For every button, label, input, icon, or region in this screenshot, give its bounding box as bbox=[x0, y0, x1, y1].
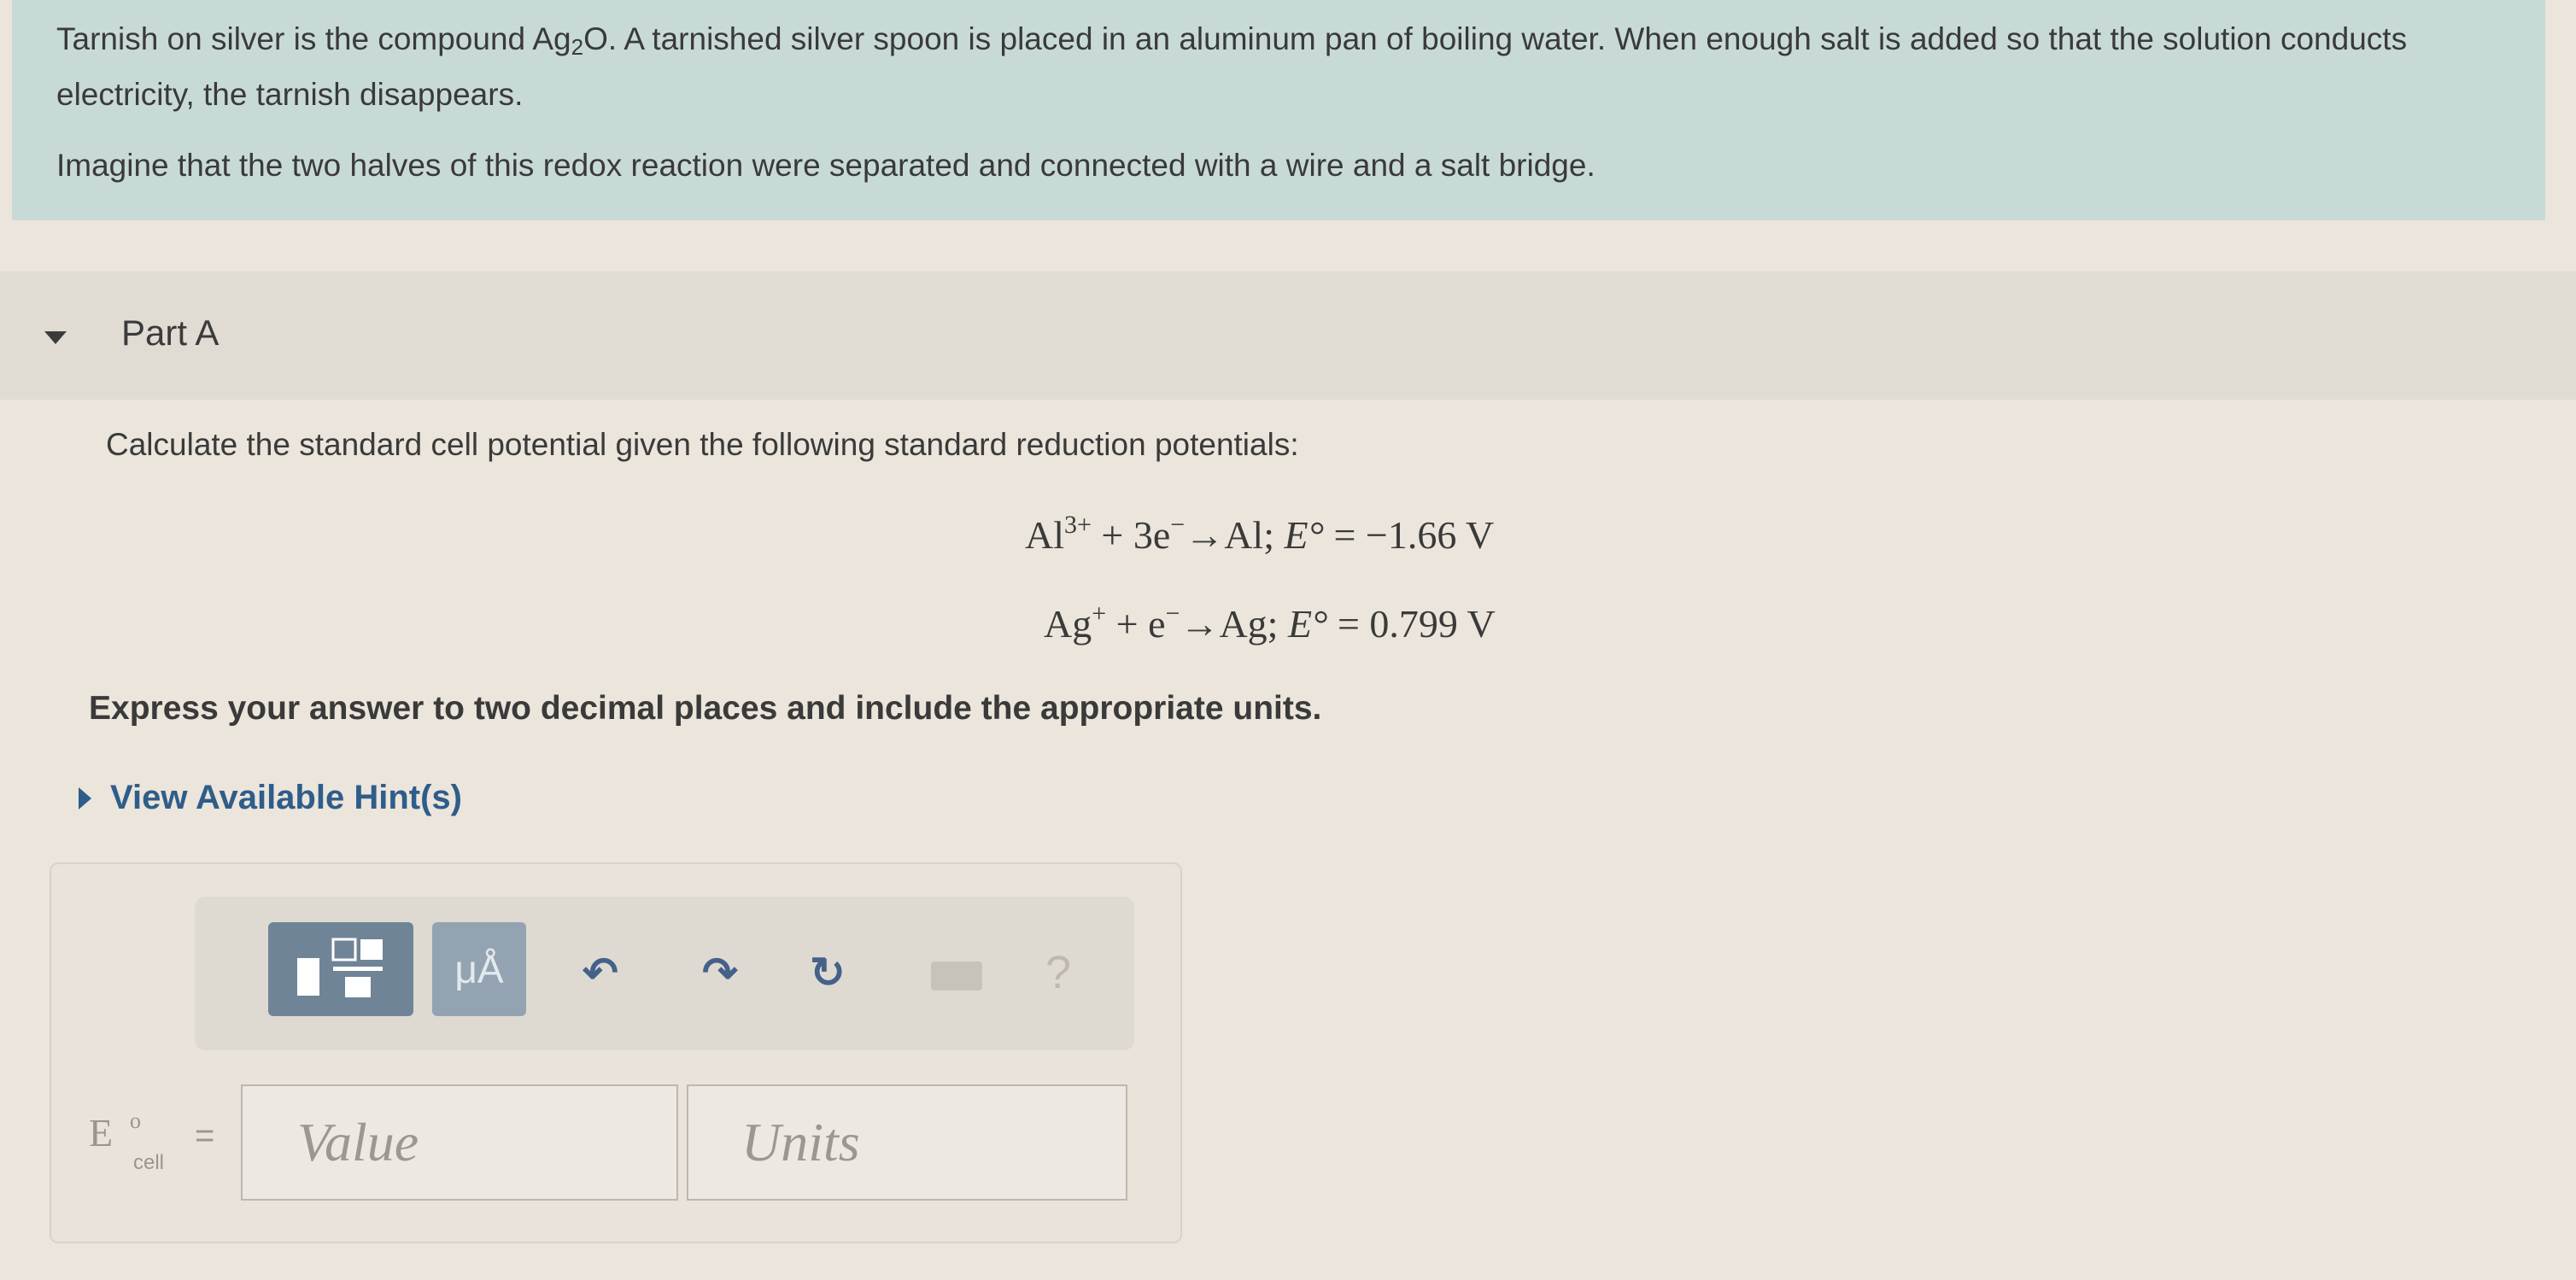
part-title: Part A bbox=[121, 313, 220, 353]
templates-button[interactable] bbox=[268, 922, 413, 1016]
reset-icon[interactable]: ↻ bbox=[810, 949, 846, 997]
intro-paragraph: Tarnish on silver is the compound $Ag_2O$. A tarnished silver spoon is placed in an aluminum pan of boiling water. When enough salt is added so that the solution conducts electricity, the tarnish disappears. bbox=[56, 21, 2408, 112]
problem-intro bbox=[12, 0, 2545, 220]
redo-icon[interactable]: ↷ bbox=[702, 949, 738, 997]
intro-paragraph-2: Imagine that the two halves of this redox reaction were separated and connected with a wire and a salt bridge. bbox=[56, 148, 1595, 183]
question-text: Calculate the standard cell potential given the following standard reduction potentials: bbox=[106, 427, 1299, 462]
help-icon[interactable]: ? bbox=[1045, 947, 1072, 998]
math-toolbar bbox=[195, 897, 1134, 1050]
equals-sign: = bbox=[195, 1117, 215, 1154]
templates-icon bbox=[268, 922, 413, 1016]
undo-icon[interactable]: ↶ bbox=[583, 949, 618, 997]
reduction-equation-ag: Ag+ + e−→Ag; E° = 0.799 V bbox=[1044, 599, 1496, 646]
answer-instruction: Express your answer to two decimal places and include the appropriate units. bbox=[89, 690, 1322, 727]
reduction-equation-al: $Al^{3+} + 3e^-\to Al$; E° = −1.66 V bbox=[1025, 511, 1495, 557]
ecell-label: E o cell bbox=[89, 1108, 165, 1174]
view-hints-link[interactable] bbox=[79, 779, 462, 817]
keyboard-icon[interactable] bbox=[931, 961, 982, 991]
hint-label: View Available Hint(s) bbox=[110, 779, 462, 816]
part-a-header[interactable] bbox=[0, 272, 2576, 400]
units-button[interactable]: μÅ bbox=[432, 922, 526, 1016]
units-input[interactable]: Units bbox=[687, 1084, 1127, 1201]
expand-caret-icon bbox=[79, 787, 91, 809]
collapse-caret-icon[interactable] bbox=[44, 331, 67, 344]
ag2o-formula: $Ag_2O$ bbox=[532, 21, 608, 60]
value-input[interactable]: Value bbox=[241, 1084, 678, 1201]
